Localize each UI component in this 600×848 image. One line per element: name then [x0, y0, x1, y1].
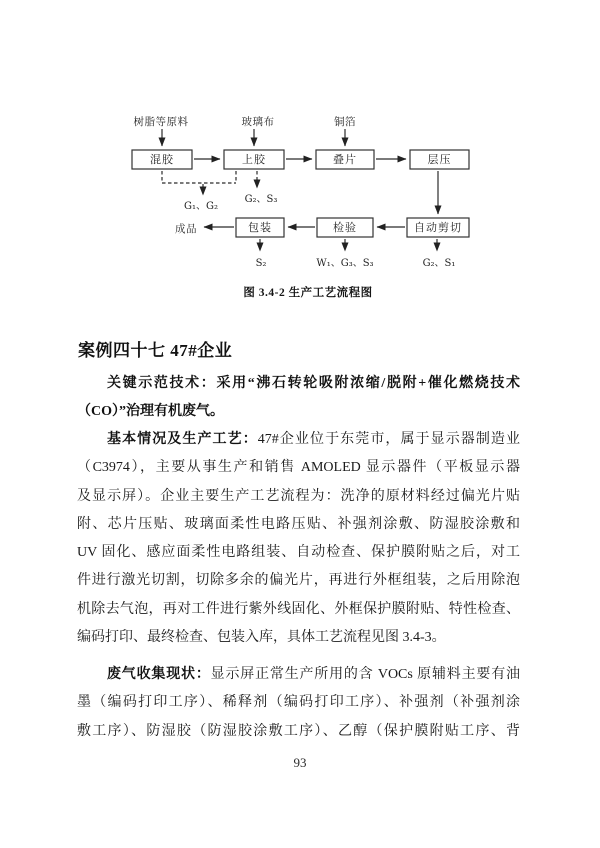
text-line: （C3974），主要从事生产和销售 AMOLED 显示器件（平板显示器: [77, 460, 520, 476]
flowchart-text-label: 成品: [175, 224, 197, 235]
flowchart-content: [132, 115, 469, 269]
emission-label: S₂: [255, 258, 267, 269]
text-line: 机除去气泡，再对工件进行紫外线固化、外框保护膜附贴、特性检查、: [77, 601, 520, 617]
text-line: 关键示范技术：采用“沸石转轮吸附浓缩/脱附+催化燃烧技术: [107, 376, 520, 391]
flowchart-box-label: 层压: [427, 154, 452, 166]
emission-label: G₂、S₃: [244, 194, 278, 205]
paragraph: [77, 370, 520, 427]
figure-caption: 图 3.4-2 生产工艺流程图: [243, 287, 373, 299]
process-flowchart: [0, 0, 600, 300]
flowchart-box-label: 上胶: [242, 154, 266, 166]
flowchart-text-label: 树脂等原料: [133, 117, 189, 128]
flowchart-box-label: 包装: [248, 222, 272, 234]
emission-label: W₁、G₃、S₃: [316, 258, 374, 269]
flowchart-box-label: 自动剪切: [414, 222, 462, 234]
text-line: 及显示屏）。企业主要生产工艺流程为：洗净的原材料经过偏光片贴: [77, 488, 520, 504]
flowchart-box-label: 混胶: [150, 154, 174, 166]
page-number: 93: [293, 755, 307, 770]
text-line: 附、芯片压贴、玻璃面柔性电路压贴、补强剂涂敷、防湿胶涂敷和: [77, 516, 520, 532]
text-line: 件进行激光切割，切除多余的偏光片，再进行外框组装，之后用除泡: [77, 573, 520, 589]
text-line: 基本情况及生产工艺：47#企业位于东莞市，属于显示器制造业: [107, 432, 521, 447]
flowchart-text-label: 铜箔: [334, 117, 356, 128]
section-heading: 案例四十七 47#企业: [78, 341, 233, 360]
flowchart-box-label: 叠片: [333, 154, 357, 166]
text-line: UV 固化、感应面柔性电路组装、自动检查、保护膜附贴之后，对工: [77, 545, 520, 561]
emission-label: G₂、S₁: [422, 258, 456, 269]
text-line: 墨（编码打印工序）、稀释剂（编码打印工序）、补强剂（补强剂涂: [77, 695, 520, 711]
paragraph: [77, 426, 520, 652]
text-line: 敷工序）、防湿胶（防湿胶涂敷工序）、乙醇（保护膜附贴工序、背: [77, 723, 520, 739]
emission-label: G₁、G₂: [184, 201, 218, 212]
paragraph: [77, 661, 520, 746]
flowchart-text-label: 玻璃布: [241, 117, 275, 128]
text-line: 编码打印、最终检查、包装入库，具体工艺流程见图 3.4-3。: [77, 630, 446, 646]
flowchart-box-label: 检验: [333, 222, 357, 234]
text-line: （CO）”治理有机废气。: [77, 404, 224, 420]
text-line: 废气收集现状：显示屏正常生产所用的含 VOCs 原辅料主要有油: [107, 667, 520, 682]
